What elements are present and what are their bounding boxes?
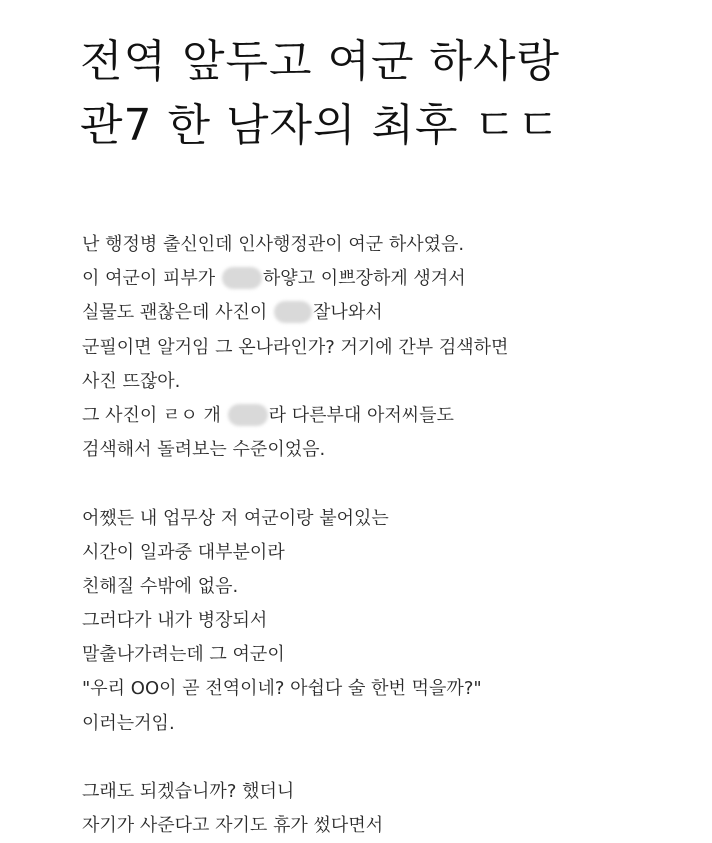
body-line [82, 262, 682, 296]
body-line [82, 433, 682, 467]
body-line: 친해질 수밖에 없음. [82, 575, 239, 597]
post-body [82, 228, 682, 843]
text-span: 실물도 괜찮은데 사진이 [82, 302, 274, 324]
paragraph-gap [82, 741, 682, 775]
body-line: "우리 OO이 곧 전역이네? 아쉽다 술 한번 먹을까?" [82, 678, 482, 700]
body-line: 어쨌든 내 업무상 저 여군이랑 붙어있는 [82, 507, 389, 529]
body-line: 자기가 사준다고 자기도 휴가 썼다면서 [82, 815, 384, 837]
title-line-1: 전역 앞두고 여군 하사랑 [80, 36, 560, 87]
text-span: 사진 뜨잖아. [82, 370, 181, 392]
body-line [82, 296, 682, 330]
body-line [82, 365, 682, 399]
body-line: 시간이 일과중 대부분이라 [82, 541, 285, 563]
paragraph-gap [82, 467, 682, 501]
body-line: 이러는거임. [82, 712, 175, 734]
text-span: 검색해서 돌려보는 수준이었음. [82, 439, 326, 461]
text-span: 이 여군이 피부가 [82, 268, 221, 290]
body-line: 그러다가 내가 병장되서 [82, 610, 268, 632]
post-title [80, 30, 680, 158]
text-span: 난 행정병 출신인데 인사행정관이 여군 하사였음. [82, 234, 465, 255]
title-line-2: 관7 한 남자의 최후 ㄷㄷ [80, 100, 561, 151]
text-span: 그 사진이 ㄹㅇ 개 [82, 404, 227, 426]
body-line [82, 331, 682, 365]
censor-blur [274, 301, 312, 323]
text-span: 하얗고 이쁘장하게 생겨서 [262, 268, 466, 290]
text-span: 군필이면 알거임 그 온나라인가? 거기에 간부 검색하면 [82, 336, 509, 358]
censor-blur [228, 404, 268, 426]
body-line: 말출나가려는데 그 여군이 [82, 644, 285, 666]
censor-blur [222, 267, 262, 289]
body-line: 그래도 되겠습니까? 했더니 [82, 781, 295, 802]
body-line [82, 228, 682, 262]
body-line [82, 399, 682, 433]
text-span: 잘나와서 [313, 302, 383, 324]
text-span: 라 다른부대 아저씨들도 [268, 404, 454, 426]
